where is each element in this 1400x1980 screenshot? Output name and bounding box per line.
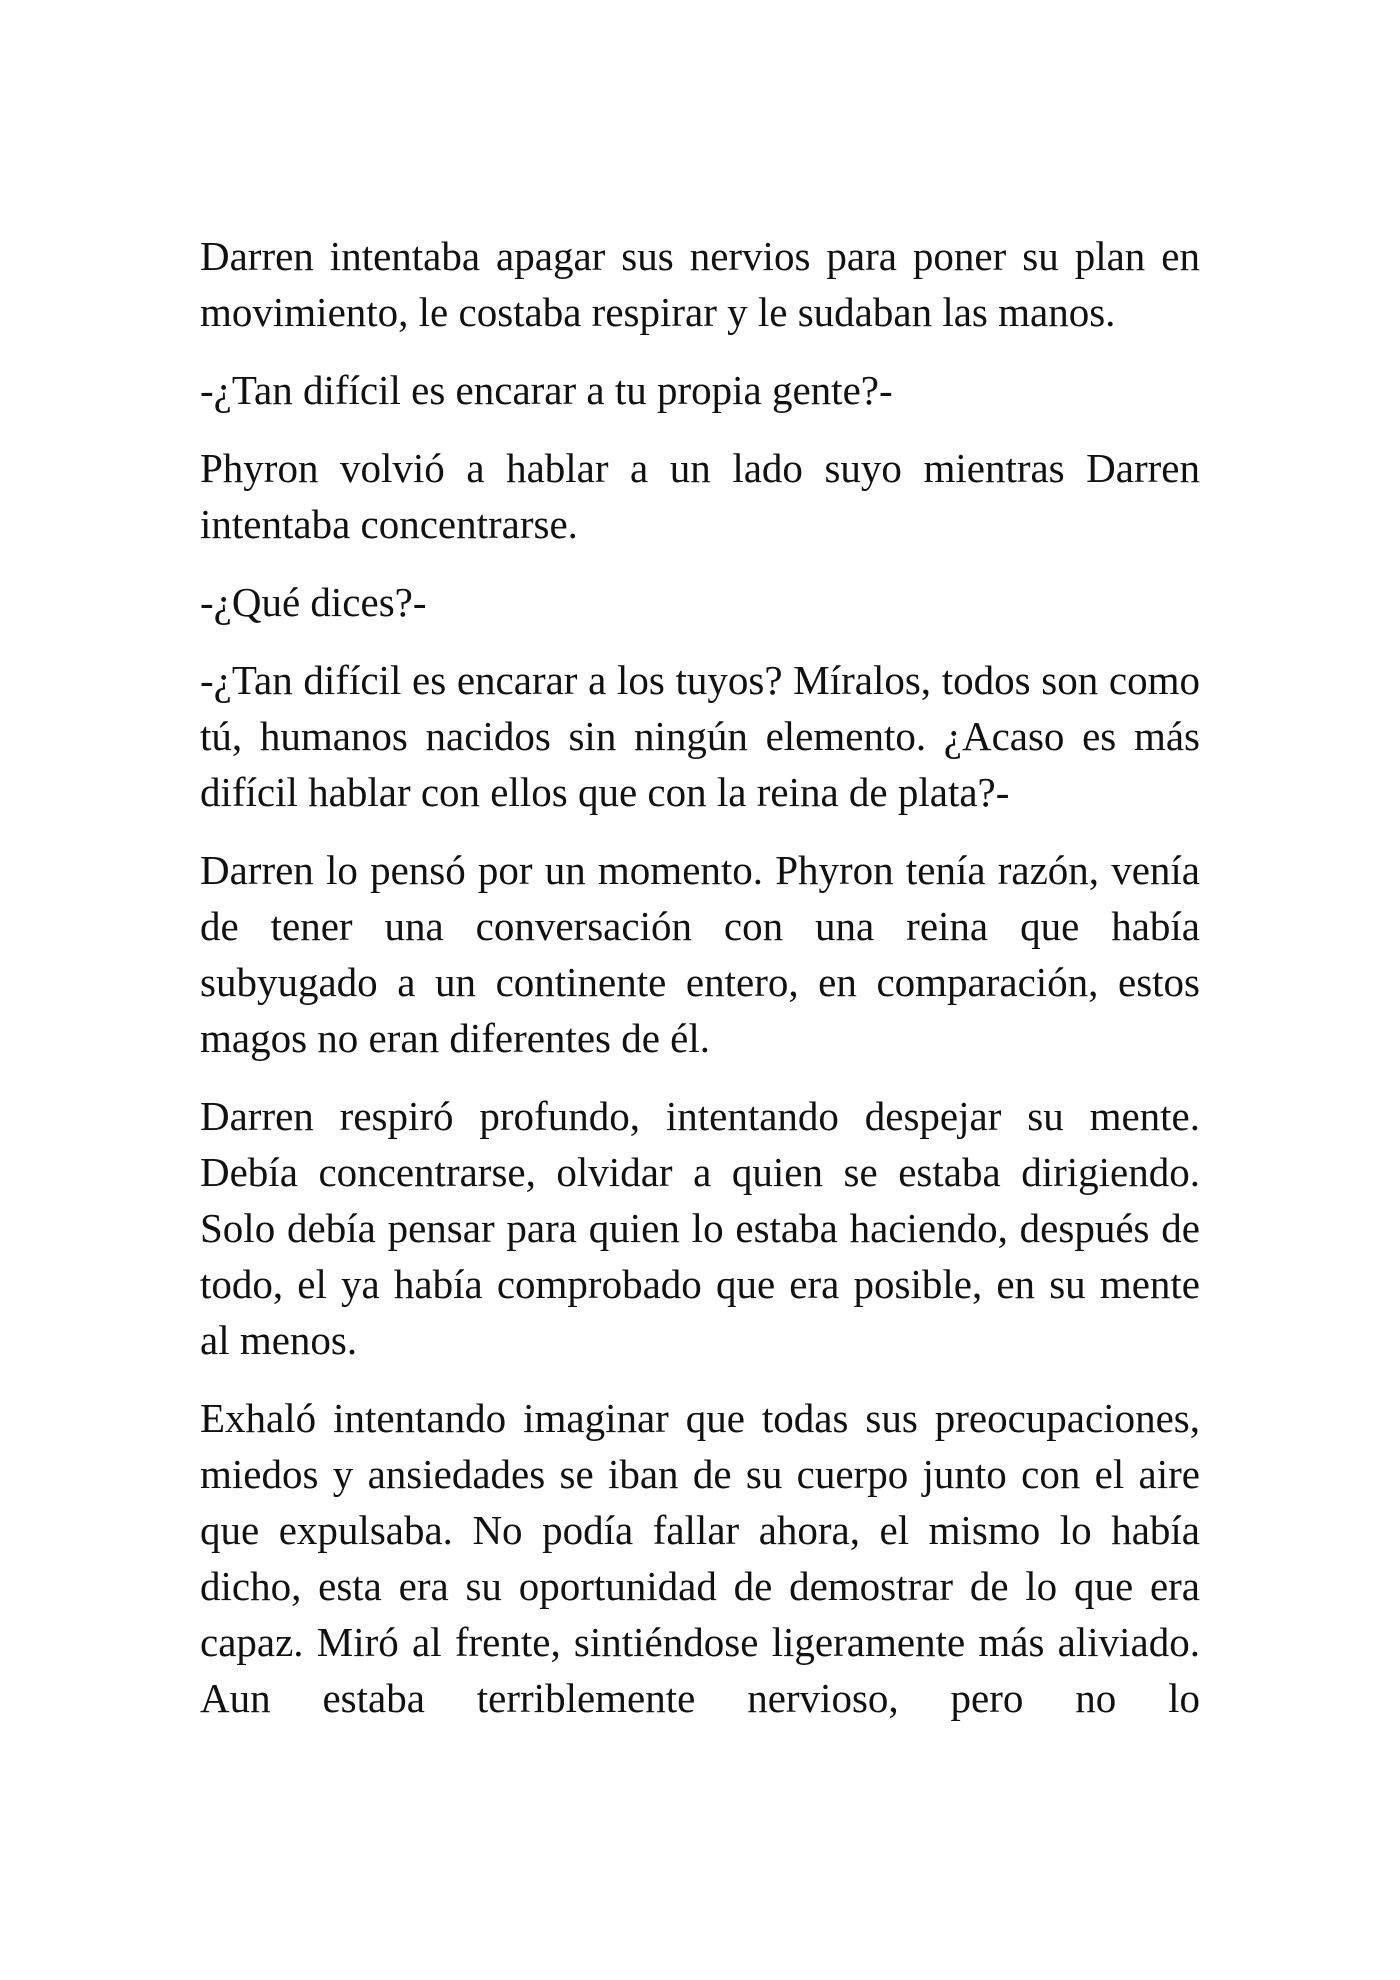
paragraph-7: Darren respiró profundo, intentando despejar su mente. Debía concentrarse, olvidar a quien se estaba dirigiendo. Solo debía pensar para quien lo estaba haciendo, después de todo, el ya había comprobado que era posible, en su mente al menos. <box>200 1093 1200 1363</box>
paragraph-2-dialogue: -¿Tan difícil es encarar a tu propia gente?- <box>200 367 893 413</box>
paragraph-5-dialogue: -¿Tan difícil es encarar a los tuyos? Míralos, todos son como tú, humanos nacidos sin ningún elemento. ¿Acaso es más difícil hablar con ellos que con la reina de plata?- <box>200 657 1200 815</box>
paragraph-8: Exhaló intentando imaginar que todas sus preocupaciones, miedos y ansiedades se iban de su cuerpo junto con el aire que expulsaba. No podía fallar ahora, el mismo lo había dicho, esta era su oportunidad de demostrar de lo que era capaz. Miró al frente, sintiéndose ligeramente más aliviado. Aun estaba terriblemente nervioso, pero no lo <box>200 1395 1200 1721</box>
document-page <box>200 228 1200 1726</box>
paragraph-1: Darren intentaba apagar sus nervios para poner su plan en movimiento, le costaba respirar y le sudaban las manos. <box>200 233 1200 335</box>
paragraph-3: Phyron volvió a hablar a un lado suyo mientras Darren intentaba concentrarse. <box>200 445 1200 547</box>
paragraph-6: Darren lo pensó por un momento. Phyron tenía razón, venía de tener una conversación con una reina que había subyugado a un continente entero, en comparación, estos magos no eran diferentes de él. <box>200 847 1200 1061</box>
paragraph-4-dialogue: -¿Qué dices?- <box>200 579 427 625</box>
